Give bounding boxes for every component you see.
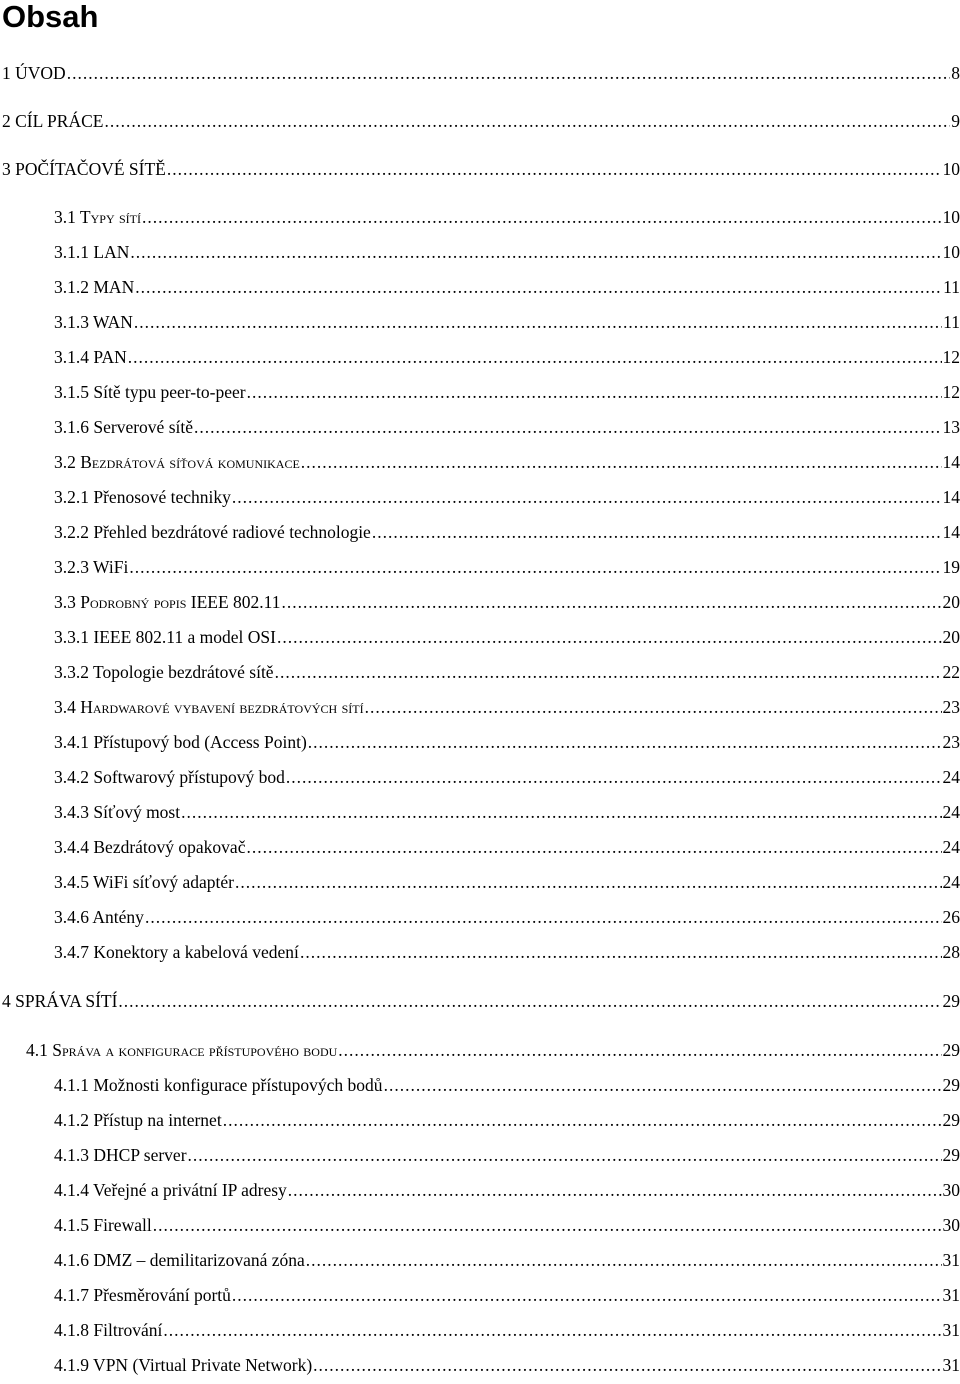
toc-entry-page: 23 <box>942 732 960 752</box>
toc-entry-label: 3.4.6 Antény <box>54 907 144 927</box>
toc-leader-dots <box>145 905 942 929</box>
toc-entry-label: 3.1.5 Sítě typu peer-to-peer <box>54 382 246 402</box>
toc-entry[interactable] <box>54 310 960 334</box>
toc-leader-dots <box>134 310 942 334</box>
toc-entry-label: 3.2.2 Přehled bezdrátové radiové technologie <box>54 522 371 542</box>
toc-entry-label: 3.1.3 WAN <box>54 312 133 332</box>
toc-entry-page: 29 <box>942 1075 960 1095</box>
toc-entry-page: 10 <box>942 207 960 227</box>
toc-entry-label: 3.4 Hardwarové vybavení bezdrátových sítí <box>54 697 364 717</box>
toc-entry[interactable] <box>54 450 960 474</box>
toc-entry[interactable] <box>54 695 960 719</box>
toc-entry-page: 14 <box>942 452 960 472</box>
toc-leader-dots <box>286 765 942 789</box>
toc-entry-page: 12 <box>942 382 960 402</box>
toc-leader-dots <box>181 800 941 824</box>
toc-entry-page: 13 <box>942 417 960 437</box>
toc-entry[interactable] <box>2 109 960 133</box>
toc-entry-label: 4.1.8 Filtrování <box>54 1320 163 1340</box>
toc-leader-dots <box>118 989 941 1013</box>
toc-entry[interactable] <box>54 905 960 929</box>
toc-entry-label: 4.1.4 Veřejné a privátní IP adresy <box>54 1180 287 1200</box>
toc-entry-page: 22 <box>942 662 960 682</box>
toc-entry[interactable] <box>54 1353 960 1377</box>
toc-entry[interactable] <box>2 989 960 1013</box>
toc-entry-page: 9 <box>951 111 960 131</box>
toc-entry[interactable] <box>54 205 960 229</box>
toc-entry-page: 24 <box>942 767 960 787</box>
toc-entry-label: 3.4.3 Síťový most <box>54 802 181 822</box>
toc-entry[interactable] <box>54 415 960 439</box>
toc-leader-dots <box>232 1283 942 1307</box>
toc-leader-dots <box>135 275 942 299</box>
toc-leader-dots <box>275 660 942 684</box>
toc-entry-page: 24 <box>942 802 960 822</box>
toc-entry-label: 4.1.5 Firewall <box>54 1215 152 1235</box>
toc-entry[interactable] <box>54 1318 960 1342</box>
toc-entry-page: 10 <box>942 242 960 262</box>
toc-entry-label: 4.1 Správa a konfigurace přístupového bodu <box>26 1040 338 1060</box>
toc-entry-label: 4.1.3 DHCP server <box>54 1145 187 1165</box>
toc-entry-label: 3.4.1 Přístupový bod (Access Point) <box>54 732 307 752</box>
toc-entry-label: 4.1.9 VPN (Virtual Private Network) <box>54 1355 313 1375</box>
toc-entry-label: 4 SPRÁVA SÍTÍ <box>2 991 118 1011</box>
toc-entry[interactable] <box>54 1108 960 1132</box>
toc-entry-label: 3 POČÍTAČOVÉ SÍTĚ <box>2 159 166 179</box>
toc-entry-page: 24 <box>942 872 960 892</box>
toc-leader-dots <box>372 520 942 544</box>
toc-leader-dots <box>282 590 942 614</box>
toc-entry[interactable] <box>54 275 960 299</box>
toc-entry-label: 1 ÚVOD <box>2 63 66 83</box>
toc-entry[interactable] <box>54 660 960 684</box>
toc-entry[interactable] <box>2 157 960 181</box>
toc-entry[interactable] <box>54 1283 960 1307</box>
toc-entry-page: 28 <box>942 942 960 962</box>
toc-leader-dots <box>365 695 942 719</box>
toc-leader-dots <box>300 940 942 964</box>
toc-entry-label: 2 CÍL PRÁCE <box>2 111 104 131</box>
toc-entry[interactable] <box>54 835 960 859</box>
toc-entry[interactable] <box>54 870 960 894</box>
toc-entry[interactable] <box>2 61 960 85</box>
toc-entry-label: 3.4.2 Softwarový přístupový bod <box>54 767 285 787</box>
toc-entry-page: 20 <box>942 592 960 612</box>
toc-entry-label: 3.3.1 IEEE 802.11 a model OSI <box>54 627 276 647</box>
toc-entry[interactable] <box>54 240 960 264</box>
toc-leader-dots <box>384 1073 942 1097</box>
toc-leader-dots <box>194 415 942 439</box>
toc-entry-page: 12 <box>942 347 960 367</box>
toc-entry-page: 14 <box>942 487 960 507</box>
toc-entry-label: 3.4.4 Bezdrátový opakovač <box>54 837 246 857</box>
toc-entry-page: 31 <box>942 1355 960 1375</box>
toc-entry-label: 3.2.1 Přenosové techniky <box>54 487 231 507</box>
toc-entry[interactable] <box>54 1248 960 1272</box>
toc-entry-page: 11 <box>943 277 960 297</box>
toc-entry-label: 3.1 Typy sítí <box>54 207 142 227</box>
toc-leader-dots <box>288 1178 942 1202</box>
toc-entry-label: 3.2.3 WiFi <box>54 557 129 577</box>
toc-leader-dots <box>235 870 942 894</box>
toc-entry[interactable] <box>54 800 960 824</box>
toc-entry-label: 3.4.5 WiFi síťový adaptér <box>54 872 234 892</box>
toc-entry-page: 29 <box>942 1110 960 1130</box>
toc-entry-label: 3.1.4 PAN <box>54 347 127 367</box>
toc-leader-dots <box>301 450 942 474</box>
toc-entry-label: 3.1.1 LAN <box>54 242 130 262</box>
toc-leader-dots <box>313 1353 941 1377</box>
toc-leader-dots <box>188 1143 942 1167</box>
toc-entry-page: 31 <box>942 1250 960 1270</box>
toc-entry-page: 11 <box>943 312 960 332</box>
toc-entry-page: 30 <box>942 1180 960 1200</box>
toc-entry[interactable] <box>54 730 960 754</box>
toc-entry-label: 3.4.7 Konektory a kabelová vedení <box>54 942 299 962</box>
toc-leader-dots <box>163 1318 941 1342</box>
toc-leader-dots <box>247 380 942 404</box>
toc-entry[interactable] <box>26 1038 960 1062</box>
toc-entry[interactable] <box>54 940 960 964</box>
toc-entry[interactable] <box>54 380 960 404</box>
toc-entry-page: 31 <box>942 1285 960 1305</box>
toc-leader-dots <box>338 1038 941 1062</box>
toc-leader-dots <box>142 205 941 229</box>
toc-entry-label: 4.1.7 Přesměrování portů <box>54 1285 231 1305</box>
toc-entry-label: 4.1.6 DMZ – demilitarizovaná zóna <box>54 1250 305 1270</box>
toc-entry-label: 3.1.2 MAN <box>54 277 135 297</box>
toc-entry-label: 4.1.1 Možnosti konfigurace přístupových bodů <box>54 1075 383 1095</box>
toc-leader-dots <box>128 345 942 369</box>
toc-entry-page: 26 <box>942 907 960 927</box>
toc-entry-label: 3.3.2 Topologie bezdrátové sítě <box>54 662 274 682</box>
toc-entry[interactable] <box>54 1073 960 1097</box>
toc-entry-label: 3.2 Bezdrátová síťová komunikace <box>54 452 300 472</box>
toc-entry-page: 30 <box>942 1215 960 1235</box>
toc-leader-dots <box>306 1248 942 1272</box>
toc-entry-page: 29 <box>942 1040 960 1060</box>
toc-entry[interactable] <box>54 765 960 789</box>
toc-entry-page: 19 <box>942 557 960 577</box>
toc-entry[interactable] <box>54 590 960 614</box>
toc-entry-label: 4.1.2 Přístup na internet <box>54 1110 222 1130</box>
toc-entry[interactable] <box>54 625 960 649</box>
toc-entry-page: 31 <box>942 1320 960 1340</box>
toc-leader-dots <box>223 1108 942 1132</box>
toc-entry[interactable] <box>54 1178 960 1202</box>
toc-entry[interactable] <box>54 520 960 544</box>
toc-entry[interactable] <box>54 1213 960 1237</box>
toc-leader-dots <box>308 730 942 754</box>
toc-entry-page: 20 <box>942 627 960 647</box>
toc-entry-page: 10 <box>942 159 960 179</box>
toc-entry-label: 3.1.6 Serverové sítě <box>54 417 193 437</box>
toc-leader-dots <box>129 555 941 579</box>
toc-entry-page: 23 <box>942 697 960 717</box>
toc-entry-label: 3.3 Podrobný popis IEEE 802.11 <box>54 592 281 612</box>
toc-entry-page: 29 <box>942 1145 960 1165</box>
toc-entry-page: 8 <box>951 63 960 83</box>
toc-leader-dots <box>153 1213 942 1237</box>
toc-entry[interactable] <box>54 1143 960 1167</box>
toc-leader-dots <box>130 240 941 264</box>
page-title: Obsah <box>2 0 99 34</box>
toc-entry-page: 24 <box>942 837 960 857</box>
toc-leader-dots <box>246 835 941 859</box>
toc-entry[interactable] <box>54 555 960 579</box>
toc-leader-dots <box>167 157 942 181</box>
toc-entry[interactable] <box>54 485 960 509</box>
toc-leader-dots <box>104 109 950 133</box>
toc-leader-dots <box>232 485 942 509</box>
toc-entry-page: 29 <box>942 991 960 1011</box>
toc-leader-dots <box>67 61 951 85</box>
toc-entry[interactable] <box>54 345 960 369</box>
toc-entry-page: 14 <box>942 522 960 542</box>
toc-leader-dots <box>277 625 942 649</box>
